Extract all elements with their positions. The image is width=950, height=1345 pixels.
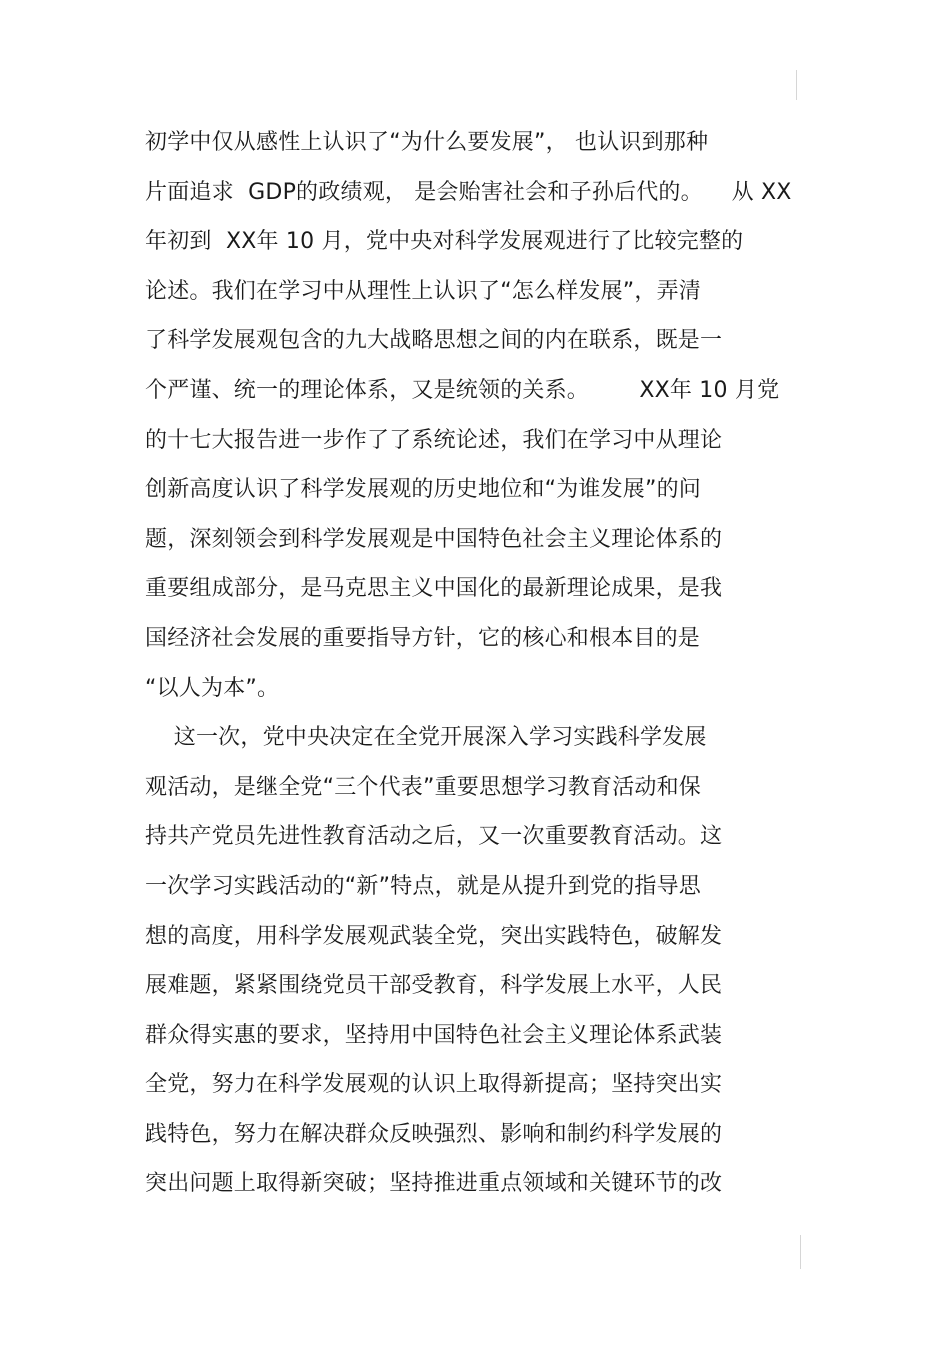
text-line: 展难题，紧紧围绕党员干部受教育，科学发展上水平，人民 <box>145 973 723 999</box>
text-line: 全党，努力在科学发展观的认识上取得新提高；坚持突出实 <box>145 1072 723 1098</box>
text-line: 个严谨、统一的理论体系，又是统领的关系。 XX年 10 月党 <box>145 377 780 403</box>
text-line: “以人为本”。 <box>145 675 280 701</box>
text-line: 持共产党员先进性教育活动之后，又一次重要教育活动。这 <box>145 824 723 850</box>
text-line: 践特色，努力在解决群众反映强烈、影响和制约科学发展的 <box>145 1121 723 1147</box>
text-line: 题，深刻领会到科学发展观是中国特色社会主义理论体系的 <box>145 526 723 552</box>
margin-mark-top <box>796 70 797 100</box>
text-line: 突出问题上取得新突破；坚持推进重点领域和关键环节的改 <box>145 1171 723 1197</box>
text-line: 想的高度，用科学发展观武装全党，突出实践特色，破解发 <box>145 923 723 949</box>
text-line: 论述。我们在学习中从理性上认识了“怎么样发展”，弄清 <box>145 278 701 304</box>
text-line: 一次学习实践活动的“新”特点，就是从提升到党的指导思 <box>145 873 701 899</box>
text-line: 观活动，是继全党“三个代表”重要思想学习教育活动和保 <box>145 774 701 800</box>
body-text <box>145 118 845 1209</box>
paragraph-start-line: 这一次，党中央决定在全党开展深入学习实践科学发展 <box>145 725 707 751</box>
margin-mark-bottom <box>800 1235 801 1269</box>
text-line: 初学中仅从感性上认识了“为什么要发展”， 也认识到那种 <box>145 130 709 155</box>
text-line: 了科学发展观包含的九大战略思想之间的内在联系，既是一 <box>145 328 723 354</box>
text-line: 创新高度认识了科学发展观的历史地位和“为谁发展”的问 <box>145 477 701 503</box>
text-line: 国经济社会发展的重要指导方针，它的核心和根本目的是 <box>145 625 701 651</box>
text-line: 片面追求 GDP的政绩观， 是会贻害社会和子孙后代的。 从 XX <box>145 179 792 205</box>
text-line: 年初到 XX年 10 月，党中央对科学发展观进行了比较完整的 <box>145 229 744 255</box>
text-line: 重要组成部分，是马克思主义中国化的最新理论成果，是我 <box>145 576 723 602</box>
text-line: 的十七大报告进一步作了了系统论述，我们在学习中从理论 <box>145 427 723 453</box>
text-line: 群众得实惠的要求，坚持用中国特色社会主义理论体系武装 <box>145 1022 723 1048</box>
